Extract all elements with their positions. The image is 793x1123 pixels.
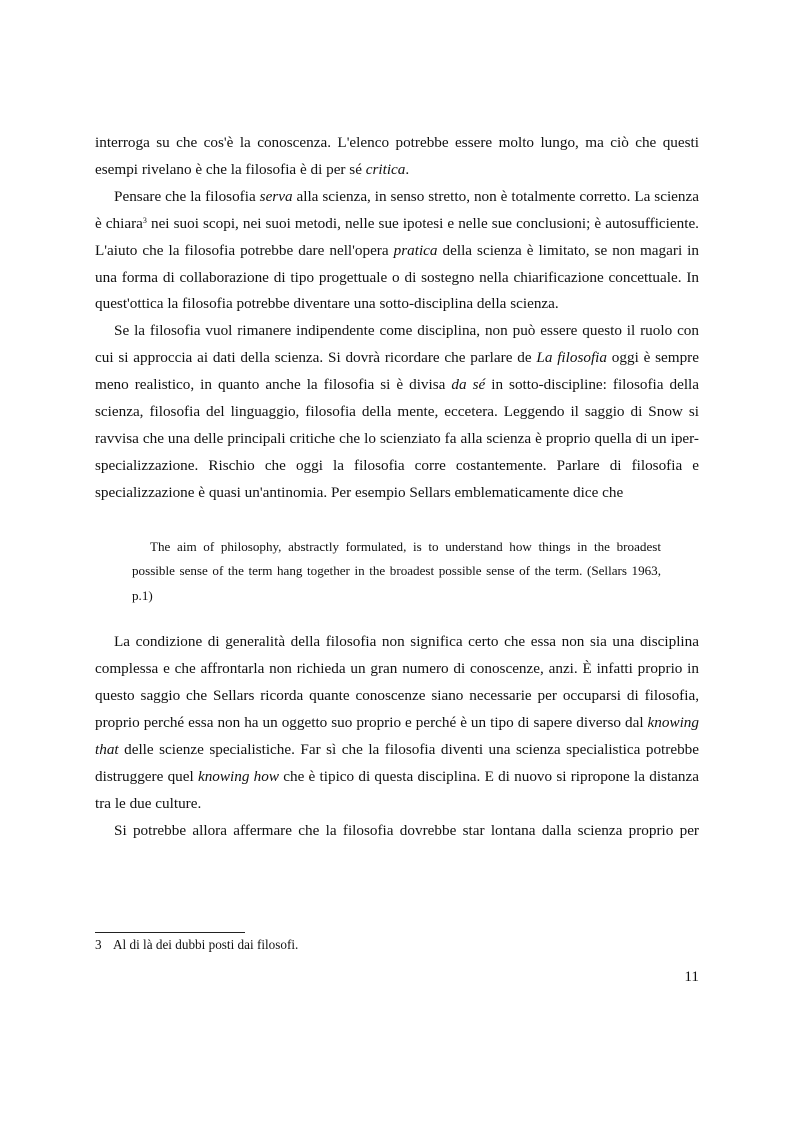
emphasis: knowing how [197,767,279,785]
text-run: delle scienze specialistiche. Far sì che la filosofia diventi una scienza specialistica potrebbe distruggere quel [95,740,699,785]
page-body [95,130,699,844]
footnote-number: 3 [95,937,102,952]
emphasis: La filosofia [536,349,607,367]
text-run: che è tipico di questa disciplina. E di nuovo si ripropone la distanza tra le due culture. [95,767,699,812]
text-run: alla scienza, in senso stretto, non è totalmente corretto. La scienza è chiara [95,187,699,232]
footnote-ref: 3 [142,215,147,225]
text-run: Se la filosofia vuol rimanere indipendente come disciplina, non può essere questo il ruolo con cui si approccia ai dati della scienza. Si dovrà ricordare che parlare de [95,322,699,367]
page-number: 11 [684,968,699,985]
block-quote [132,535,661,609]
block-quote-text: The aim of philosophy, abstractly formulated, is to understand how things in the broadest possible sense of the term hang together in the broadest possible sense of the term. (Sellars 1963, p.1) [132,538,661,603]
text-run: oggi è sempre meno realistico, in quanto anche la filosofia si è divisa [95,349,699,394]
emphasis: serva [259,187,293,205]
paragraph [95,818,699,845]
text-run: interroga su che cos'è la conoscenza. L'elenco potrebbe essere molto lungo, ma ciò che questi esempi rivelano è che la filosofia è di per sé [95,134,699,178]
paragraph [95,184,699,319]
paragraph [95,629,699,817]
text-run: La condizione di generalità della filosofia non significa certo che essa non sia una disciplina complessa e che affrontarla non richieda un gran numero di conoscenze, anzi. È infatti proprio in questo saggio che Sellars ricorda quante conoscenze siano necessarie per occuparsi di filosofia, proprio perché essa non ha un oggetto suo proprio e perché è un tipo di sapere diverso dal [95,633,699,731]
emphasis: critica [365,160,406,178]
footnote-separator [95,932,245,933]
text-run: in sotto-discipline: filosofia della scienza, filosofia del linguaggio, filosofia della mente, eccetera. Leggendo il saggio di Snow si ravvisa che una delle principali critiche che lo scienziato fa alla scienza è proprio quella di un iper-specializzazione. Rischio che oggi la filosofia corre costantemente. Parlare di filosofia e specializzazione è quasi un'antinomia. Per esempio Sellars emblematicamente dice che [95,376,700,501]
paragraph [95,130,699,184]
text-run: nei suoi scopi, nei suoi metodi, nelle sue ipotesi e nelle sue conclusioni; è autosufficiente. L'aiuto che la filosofia potrebbe dare nell'opera [95,214,699,259]
body-text [95,130,699,507]
text-run: della scienza è limitato, se non magari in una forma di collaborazione di tipo progettuale o di sostegno nella chiarificazione concettuale. In quest'ottica la filosofia potrebbe diventare una sotto-disciplina della scienza. [95,241,699,313]
emphasis: knowing that [95,713,699,758]
text-run: Si potrebbe allora affermare che la filosofia dovrebbe star lontana dalla scienza proprio per [114,821,699,839]
footnote [95,935,298,955]
footnote-text: Al di là dei dubbi posti dai filosofi. [113,937,299,952]
emphasis: da sé [451,376,486,394]
emphasis: pratica [393,241,438,259]
text-run: . [405,160,410,178]
paragraph [95,318,699,506]
text-run: Pensare che la filosofia [114,187,260,205]
body-text-continued [95,629,699,844]
